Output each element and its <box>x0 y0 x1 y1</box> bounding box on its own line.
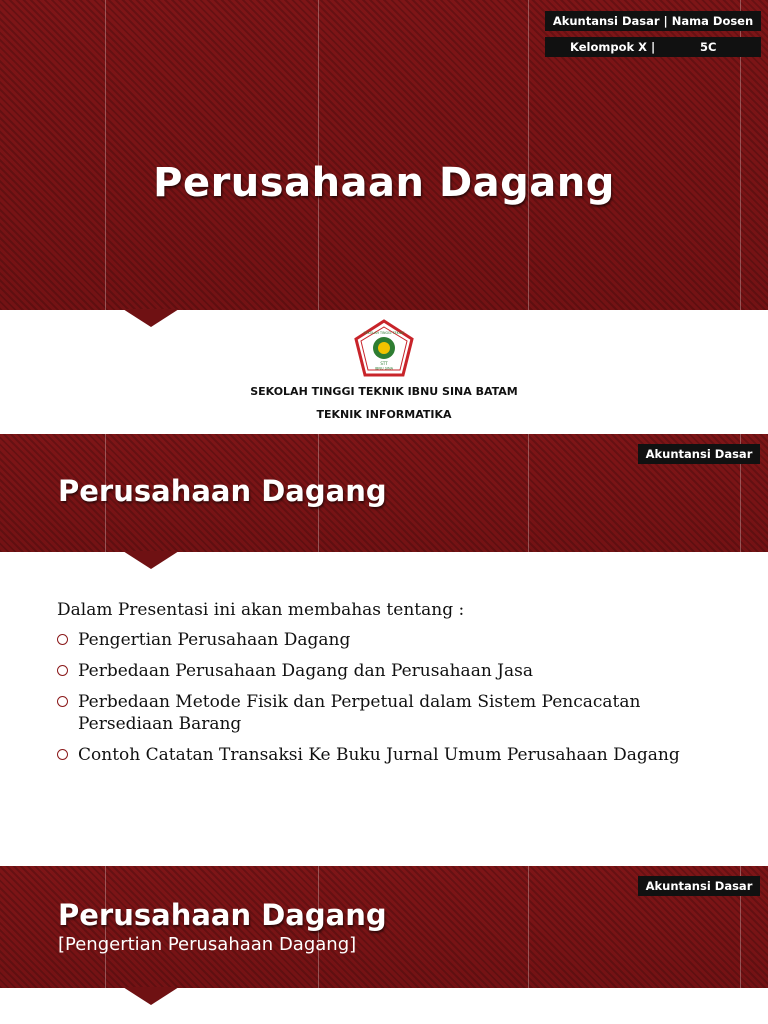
list-item: Perbedaan Perusahaan Dagang dan Perusahaan Jasa <box>57 660 737 682</box>
institution-name: SEKOLAH TINGGI TEKNIK IBNU SINA BATAM <box>250 385 518 398</box>
slide2-course-badge: Akuntansi Dasar <box>638 444 760 464</box>
slide3-course-badge: Akuntansi Dasar <box>638 876 760 896</box>
group-class-chip <box>545 37 761 57</box>
circle-bullet-icon <box>57 634 68 645</box>
program-name: TEKNIK INFORMATIKA <box>316 408 452 421</box>
course-lecturer-chip: Akuntansi Dasar | Nama Dosen <box>545 11 761 31</box>
band-notch <box>123 309 179 327</box>
slide2-content <box>57 600 737 775</box>
intro-text: Dalam Presentasi ini akan membahas tentang : <box>57 600 465 620</box>
logo-text-top: SEKOLAH TINGGI TEKNIK <box>363 331 405 335</box>
slide2-title: Perusahaan Dagang <box>58 474 387 508</box>
slide3-header-band <box>0 866 768 988</box>
slide1-title: Perusahaan Dagang <box>153 160 615 206</box>
logo-text-mid: STT <box>380 361 388 366</box>
band-notch <box>123 987 179 1005</box>
class-label: 5C <box>700 40 717 54</box>
band-notch <box>123 551 179 569</box>
circle-bullet-icon <box>57 696 68 707</box>
slide3-title: Perusahaan Dagang <box>58 898 387 932</box>
slide3-subtitle: [Pengertian Perusahaan Dagang] <box>58 934 357 955</box>
circle-bullet-icon <box>57 665 68 676</box>
list-item: Pengertian Perusahaan Dagang <box>57 629 737 651</box>
slide1-header-band <box>0 0 768 310</box>
group-label: Kelompok X | <box>570 40 656 54</box>
circle-bullet-icon <box>57 749 68 760</box>
institution-logo <box>353 319 415 379</box>
list-item: Perbedaan Metode Fisik dan Perpetual dalam Sistem Pencacatan Persediaan Barang <box>57 691 737 735</box>
logo-text-bottom: IBNU SINA <box>375 366 393 371</box>
slide2-header-band <box>0 434 768 552</box>
list-item: Contoh Catatan Transaksi Ke Buku Jurnal Umum Perusahaan Dagang <box>57 744 737 766</box>
